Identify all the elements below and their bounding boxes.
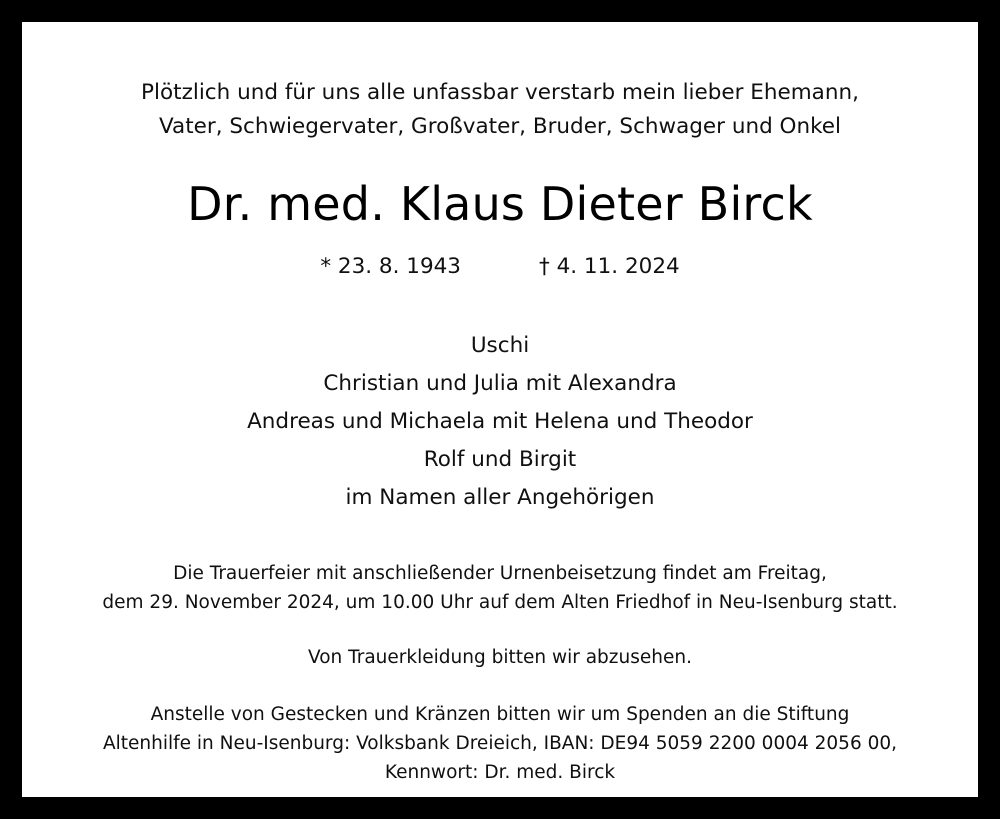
ceremony-line: dem 29. November 2024, um 10.00 Uhr auf dem Alten Friedhof in Neu-Isenburg statt. [102,592,898,613]
intro-line: Vater, Schwiegervater, Großvater, Bruder, Schwager und Onkel [159,114,841,139]
intro-text [141,76,859,144]
dress-code-note: Von Trauerkleidung bitten wir abzusehen. [308,647,692,668]
donation-line: Anstelle von Gestecken und Kränzen bitten wir um Spenden an die Stiftung [150,704,850,725]
family-line: Rolf und Birgit [423,447,577,472]
donation-line: Altenhilfe in Neu-Isenburg: Volksbank Dreieich, IBAN: DE94 5059 2200 0004 2056 00, [102,733,898,754]
obituary-card [22,22,978,797]
family-line: Uschi [470,333,530,358]
birth-date: * 23. 8. 1943 [320,254,461,279]
donation-line: Kennwort: Dr. med. Birck [384,762,616,783]
death-date: † 4. 11. 2024 [539,254,680,279]
family-line: im Namen aller Angehörigen [345,485,655,510]
intro-line: Plötzlich und für uns alle unfassbar verstarb mein lieber Ehemann, [141,80,859,105]
ceremony-line: Die Trauerfeier mit anschließender Urnenbeisetzung findet am Freitag, [173,563,827,584]
family-line: Christian und Julia mit Alexandra [323,371,677,396]
life-dates [320,254,679,279]
ceremony-details [102,559,897,617]
family-line: Andreas und Michaela mit Helena und Theodor [247,409,753,434]
deceased-name: Dr. med. Klaus Dieter Birck [187,177,813,231]
donation-request [103,700,897,787]
family-list [247,327,753,517]
